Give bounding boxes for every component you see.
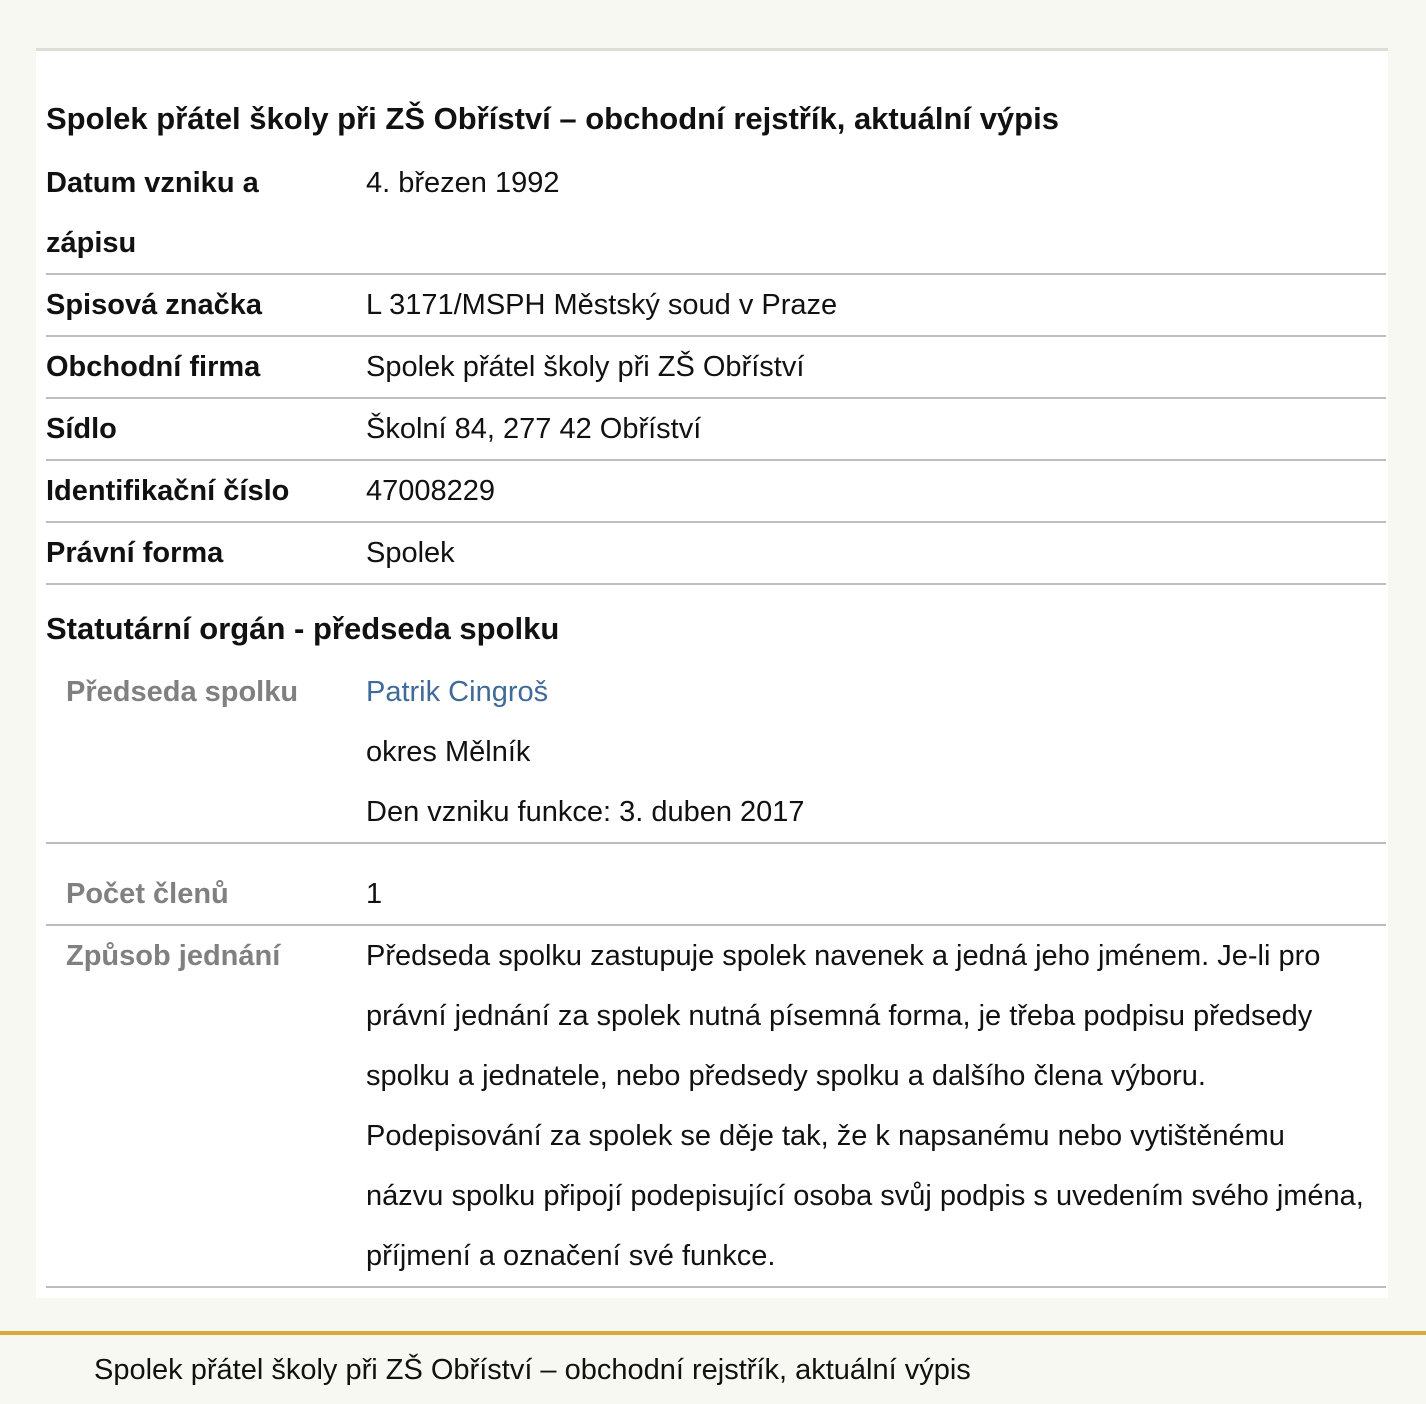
row-conduct bbox=[46, 926, 1386, 1288]
statutory-body-heading: Statutární orgán - předseda spolku bbox=[46, 611, 560, 646]
conduct-value: Předseda spolku zastupuje spolek navenek a jedná jeho jménem. Je-li pro právní jednání za spolek nutná písemná forma, je třeba podpisu předsedy spolku a jednatele, nebo předsedy spolku a dalšího člena výboru. Podepisování za spolek se děje tak, že k napsanému nebo vytištěnému názvu spolku připojí podepisující osoba svůj podpis s uvedením svého jména, příjmení a označení své funkce. bbox=[366, 940, 1364, 1272]
founding-date-value: 4. březen 1992 bbox=[366, 167, 560, 199]
id-number-value: 47008229 bbox=[366, 475, 496, 507]
footer-accent-line bbox=[0, 1331, 1426, 1335]
file-number-label: Spisová značka bbox=[46, 289, 262, 321]
page-title: Spolek přátel školy při ZŠ Obříství – obchodní rejstřík, aktuální výpis bbox=[46, 101, 1059, 136]
footer-title: Spolek přátel školy při ZŠ Obříství – obchodní rejstřík, aktuální výpis bbox=[94, 1354, 971, 1386]
legal-form-value: Spolek bbox=[366, 537, 455, 569]
row-legal-form bbox=[46, 523, 1386, 585]
chair-details bbox=[366, 662, 1376, 842]
business-name-value: Spolek přátel školy při ZŠ Obříství bbox=[366, 351, 805, 383]
id-number-label: Identifikační číslo bbox=[46, 475, 290, 507]
register-extract-card bbox=[36, 51, 1388, 1298]
row-id-number bbox=[46, 461, 1386, 523]
seat-value: Školní 84, 277 42 Obříství bbox=[366, 413, 702, 445]
chair-district: okres Mělník bbox=[366, 736, 531, 768]
conduct-label: Způsob jednání bbox=[66, 940, 281, 972]
member-count-value: 1 bbox=[366, 878, 383, 910]
row-file-number bbox=[46, 275, 1386, 337]
legal-form-label: Právní forma bbox=[46, 537, 224, 569]
member-count-label: Počet členů bbox=[66, 878, 229, 910]
row-business-name bbox=[46, 337, 1386, 399]
file-number-value: L 3171/MSPH Městský soud v Praze bbox=[366, 289, 838, 321]
row-seat bbox=[46, 399, 1386, 461]
row-member-count bbox=[46, 864, 1386, 926]
chair-name-link[interactable]: Patrik Cingroš bbox=[366, 676, 549, 708]
seat-label: Sídlo bbox=[46, 413, 117, 445]
row-founding-date bbox=[46, 153, 1386, 275]
founding-date-label: Datum vzniku a zápisu bbox=[46, 167, 259, 259]
chair-since: Den vzniku funkce: 3. duben 2017 bbox=[366, 796, 805, 828]
business-name-label: Obchodní firma bbox=[46, 351, 261, 383]
chair-label: Předseda spolku bbox=[66, 676, 299, 708]
row-chair bbox=[46, 662, 1386, 844]
